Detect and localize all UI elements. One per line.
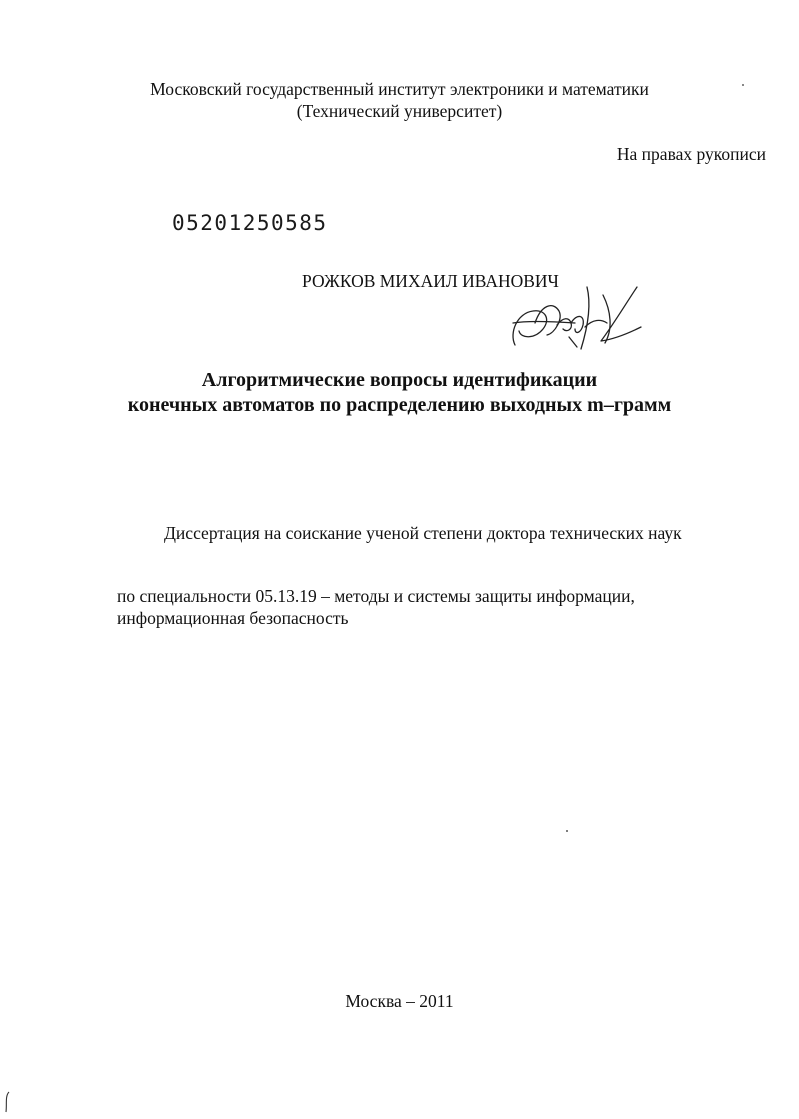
city-year: Москва – 2011 [345,991,454,1011]
rights-note: На правах рукописи [616,144,766,164]
institution-name: Московский государственный институт электроники и математики [150,79,649,99]
institution-subtitle: (Технический университет) [296,101,503,121]
specialty-line-2: информационная безопасность [117,608,349,628]
scan-speck [742,84,744,86]
author-signature-image [505,283,645,355]
margin-scan-mark [2,1090,12,1114]
dissertation-title-line-2: конечных автоматов по распределению выходных m–грамм [127,394,672,416]
degree-statement: Диссертация на соискание ученой степени доктора технических наук [164,523,682,543]
dissertation-title-line-1: Алгоритмические вопросы идентификации [201,369,598,391]
specialty-line-1: по специальности 05.13.19 – методы и системы защиты информации, [117,586,635,606]
registration-stamp-number: 05201250585 [172,211,328,235]
author-name: РОЖКОВ МИХАИЛ ИВАНОВИЧ [302,271,559,291]
scan-speck [566,830,568,832]
